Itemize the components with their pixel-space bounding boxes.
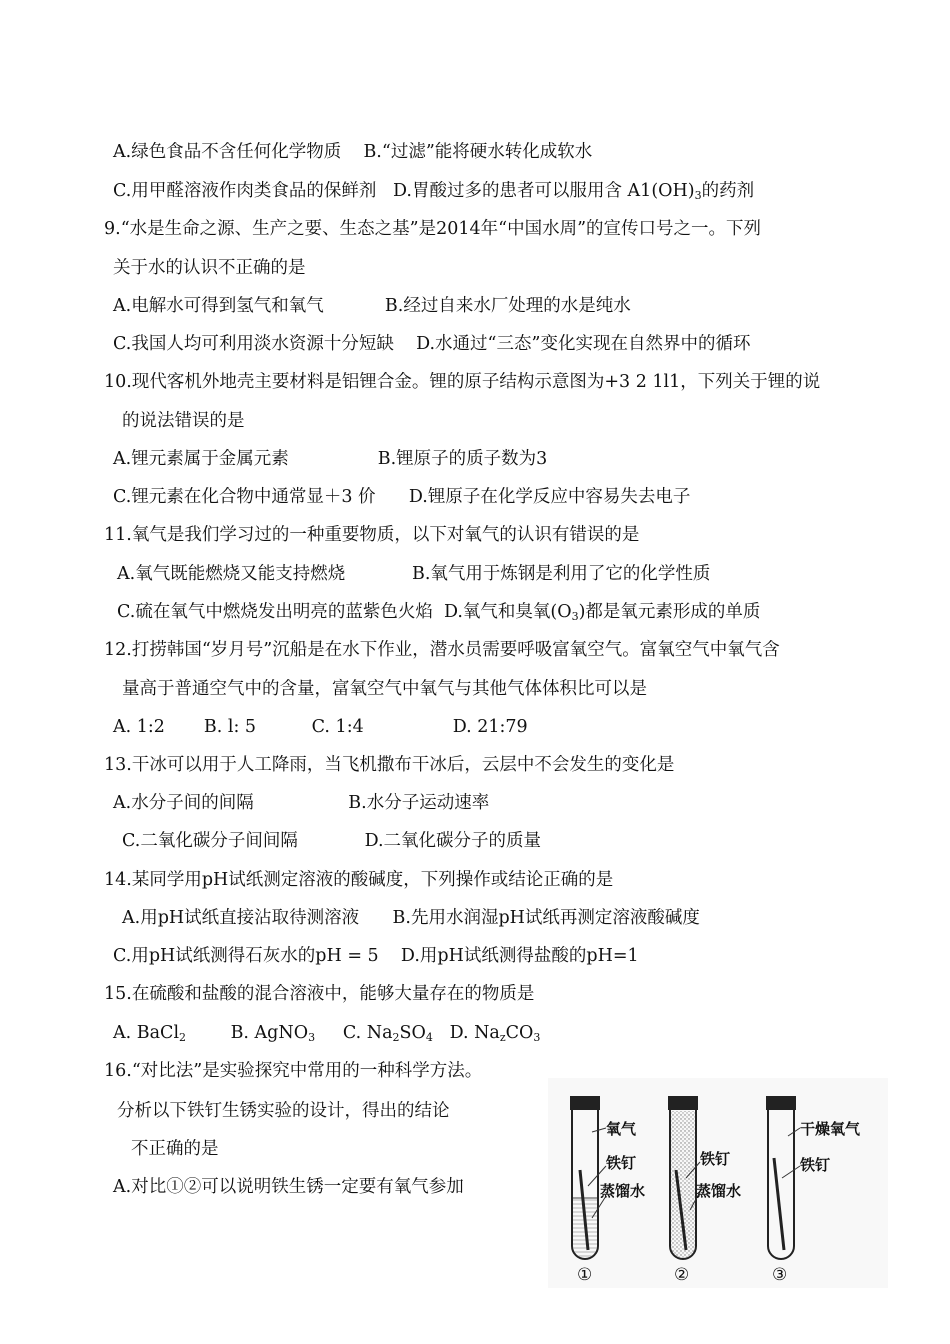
q11-option-a-b: A.氧气既能燃烧又能支持燃烧 B.氧气用于炼钢是利用了它的化学性质 xyxy=(117,564,711,584)
q16-intro: 16.“对比法”是实验探究中常用的一种科学方法。 xyxy=(104,1061,483,1081)
q10-option-a-b: A.锂元素属于金属元素 B.锂原子的质子数为3 xyxy=(113,449,548,469)
q13-option-a-b: A.水分子间的间隔 B.水分子运动速率 xyxy=(113,793,490,813)
q16-option-a: A.对比①②可以说明铁生锈一定要有氧气参加 xyxy=(113,1177,464,1197)
q15-option-c: C. $Na_2SO_4$ xyxy=(342,1023,433,1044)
q8-option-c-d: C.用甲醛溶液作肉类食品的保鲜剂 D.胃酸过多的患者可以服用含 $A1(OH)_3$的药剂 xyxy=(113,181,755,202)
q15-option-a: A. BaCl$_2$ xyxy=(113,1023,187,1044)
rusting-experiment-figure xyxy=(548,1078,888,1288)
q15-intro: 15.在硫酸和盐酸的混合溶液中，能够大量存在的物质是 xyxy=(104,984,535,1004)
tube-2-number: ② xyxy=(674,1265,690,1285)
q10-intro: 10.现代客机外地壳主要材料是铝锂合金。锂的原子结构示意图为+3 2 1l1，下列关于锂的说 xyxy=(104,372,821,392)
q12-options: A. 1:2 B. l: 5 C. 1:4 D. 21:79 xyxy=(113,717,528,737)
q9-option-a-b: A.电解水可得到氢气和氧气 B.经过自来水厂处理的水是纯水 xyxy=(113,296,631,316)
q10-option-c-d: C.锂元素在化合物中通常显＋3 价 D.锂原子在化学反应中容易失去电子 xyxy=(113,487,691,507)
tube-3-number: ③ xyxy=(772,1265,788,1285)
q12-stem: 量高于普通空气中的含量，富氧空气中氧气与其他气体体积比可以是 xyxy=(122,679,647,699)
q13-option-c-d: C.二氧化碳分子间间隔 D.二氧化碳分子的质量 xyxy=(122,831,542,851)
q15-options xyxy=(113,1022,540,1044)
tube-1-stopper xyxy=(570,1096,600,1110)
q13-intro: 13.干冰可以用于人工降雨，当飞机撒布干冰后，云层中不会发生的变化是 xyxy=(104,755,675,775)
q11-option-c-d: C.硫在氧气中燃烧发出明亮的蓝紫色火焰 D.氧气和臭氧$(O_3)$都是氧元素形成的单质 xyxy=(117,602,761,623)
q11-intro: 11.氧气是我们学习过的一种重要物质，以下对氧气的认识有错误的是 xyxy=(104,525,640,545)
tube-1-label-nail: 铁钉 xyxy=(606,1154,637,1172)
q15-option-b: B. AgNO$_3$ xyxy=(230,1023,316,1044)
q15-option-d: D. $Na_zCO_3$ xyxy=(449,1023,541,1044)
q10-stem: 的说法错误的是 xyxy=(122,411,245,431)
tube-2-label-nail: 铁钉 xyxy=(700,1150,731,1168)
tube-2-label-water: 蒸馏水 xyxy=(696,1182,742,1200)
q14-intro: 14.某同学用pH试纸测定溶液的酸碱度，下列操作或结论正确的是 xyxy=(104,870,614,890)
tube-3-stopper xyxy=(766,1096,796,1110)
q16-stem-2: 不正确的是 xyxy=(131,1139,219,1159)
q9-option-c-d: C.我国人均可利用淡水资源十分短缺 D.水通过“三态”变化实现在自然界中的循环 xyxy=(113,334,751,354)
q8-option-a-b: A.绿色食品不含任何化学物质 B.“过滤”能将硬水转化成软水 xyxy=(113,142,593,162)
q9-stem: 关于水的认识不正确的是 xyxy=(113,258,306,278)
q14-option-c-d: C.用pH试纸测得石灰水的pH = 5 D.用pH试纸测得盐酸的pH=1 xyxy=(113,946,639,966)
tube-2-stopper xyxy=(668,1096,698,1110)
q9-intro: 9.“水是生命之源、生产之要、生态之基”是2014年“中国水周”的宣传口号之一。下列 xyxy=(104,219,762,239)
tube-1-label-oxygen: 氧气 xyxy=(606,1120,637,1138)
tube-3-label-nail: 铁钉 xyxy=(800,1156,831,1174)
q12-intro: 12.打捞韩国“岁月号”沉船是在水下作业，潜水员需要呼吸富氧空气。富氧空气中氧气含 xyxy=(104,640,780,660)
q14-option-a-b: A.用pH试纸直接沾取待测溶液 B.先用水润湿pH试纸再测定溶液酸碱度 xyxy=(122,908,700,928)
q16-stem-1: 分析以下铁钉生锈实验的设计，得出的结论 xyxy=(117,1101,450,1121)
tube-1-label-water: 蒸馏水 xyxy=(600,1182,646,1200)
tube-1-number: ① xyxy=(577,1265,593,1285)
tube-3-label-dry-oxygen: 干燥氧气 xyxy=(800,1120,861,1138)
